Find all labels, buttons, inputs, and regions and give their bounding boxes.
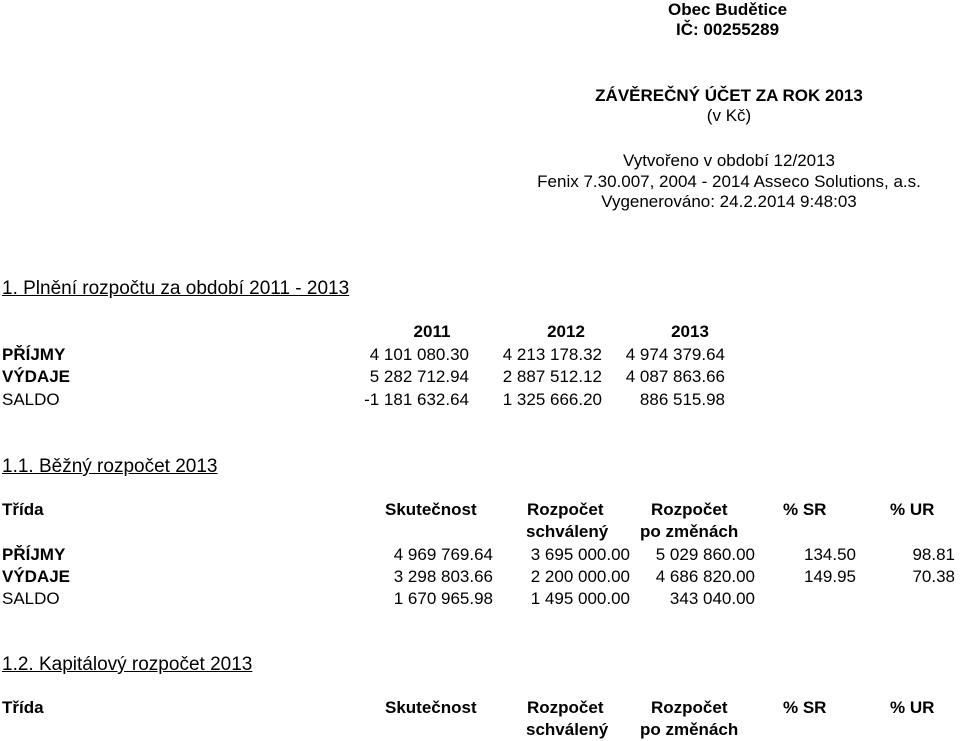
s1-value: 886 515.98 bbox=[639, 390, 725, 409]
s11-skutecnost: 1 670 965.98 bbox=[393, 589, 493, 608]
s12-header-sr: % SR bbox=[783, 698, 827, 717]
s11-header-ur: % UR bbox=[890, 500, 935, 519]
s12-header-trida: Třída bbox=[2, 698, 44, 717]
s12-header-rozpocet1: Rozpočet bbox=[527, 698, 604, 717]
s12-header-rozpocet2: Rozpočet bbox=[651, 698, 728, 717]
generated-line: Vygenerováno: 24.2.2014 9:48:03 bbox=[601, 192, 857, 211]
s1-year-2011: 2011 bbox=[413, 322, 451, 341]
section11-title: 1.1. Běžný rozpočet 2013 bbox=[2, 456, 218, 477]
section1-title: 1. Plnění rozpočtu za období 2011 - 2013 bbox=[2, 278, 350, 299]
s1-value: 5 282 712.94 bbox=[369, 367, 469, 386]
s11-po-zmenach: 4 686 820.00 bbox=[655, 567, 755, 586]
section12-title: 1.2. Kapitálový rozpočet 2013 bbox=[2, 654, 253, 675]
s1-year-2012: 2012 bbox=[547, 322, 585, 341]
s1-value: 2 887 512.12 bbox=[502, 367, 602, 386]
s11-schvaleny: 2 200 000.00 bbox=[530, 567, 630, 586]
s11-skutecnost: 4 969 769.64 bbox=[393, 545, 493, 564]
s1-value: 1 325 666.20 bbox=[502, 390, 602, 409]
s1-value: 4 213 178.32 bbox=[502, 345, 602, 364]
s1-value: 4 101 080.30 bbox=[369, 345, 469, 364]
s1-year-2013: 2013 bbox=[671, 322, 709, 341]
s12-header-ur: % UR bbox=[890, 698, 935, 717]
s11-header-rozpocet1-sub: schválený bbox=[526, 522, 609, 541]
s1-row-label: PŘÍJMY bbox=[2, 345, 66, 364]
doc-title: ZÁVĚREČNÝ ÚČET ZA ROK 2013 bbox=[595, 86, 863, 105]
software-line: Fenix 7.30.007, 2004 - 2014 Asseco Solutions, a.s. bbox=[537, 172, 921, 191]
s11-sr: 134.50 bbox=[804, 545, 856, 564]
s11-schvaleny: 1 495 000.00 bbox=[530, 589, 630, 608]
s11-header-skutecnost: Skutečnost bbox=[385, 500, 477, 519]
s11-ur: 98.81 bbox=[912, 545, 955, 564]
s1-value: -1 181 632.64 bbox=[364, 390, 469, 409]
s11-ur: 70.38 bbox=[912, 567, 955, 586]
s12-header-rozpocet1-sub: schválený bbox=[526, 720, 609, 739]
org-id: IČ: 00255289 bbox=[676, 20, 780, 39]
s11-row-label: VÝDAJE bbox=[2, 567, 71, 586]
s11-header-sr: % SR bbox=[783, 500, 827, 519]
s11-header-rozpocet1: Rozpočet bbox=[527, 500, 604, 519]
s11-skutecnost: 3 298 803.66 bbox=[393, 567, 493, 586]
s12-header-rozpocet2-sub: po změnách bbox=[640, 720, 739, 739]
s1-row-label: VÝDAJE bbox=[2, 367, 71, 386]
s11-row-label: PŘÍJMY bbox=[2, 545, 66, 564]
currency-note: (v Kč) bbox=[706, 106, 752, 125]
s11-po-zmenach: 343 040.00 bbox=[669, 589, 755, 608]
org-name: Obec Budětice bbox=[668, 0, 788, 19]
s11-sr: 149.95 bbox=[804, 567, 856, 586]
s11-schvaleny: 3 695 000.00 bbox=[530, 545, 630, 564]
s11-row-label: SALDO bbox=[2, 589, 60, 608]
created-line: Vytvořeno v období 12/2013 bbox=[622, 151, 836, 170]
s11-header-trida: Třída bbox=[2, 500, 44, 519]
s11-po-zmenach: 5 029 860.00 bbox=[655, 545, 755, 564]
s11-header-rozpocet2-sub: po změnách bbox=[640, 522, 739, 541]
s11-header-rozpocet2: Rozpočet bbox=[651, 500, 728, 519]
s1-row-label: SALDO bbox=[2, 390, 60, 409]
s1-value: 4 974 379.64 bbox=[625, 345, 725, 364]
s12-header-skutecnost: Skutečnost bbox=[385, 698, 477, 717]
s1-value: 4 087 863.66 bbox=[625, 367, 725, 386]
